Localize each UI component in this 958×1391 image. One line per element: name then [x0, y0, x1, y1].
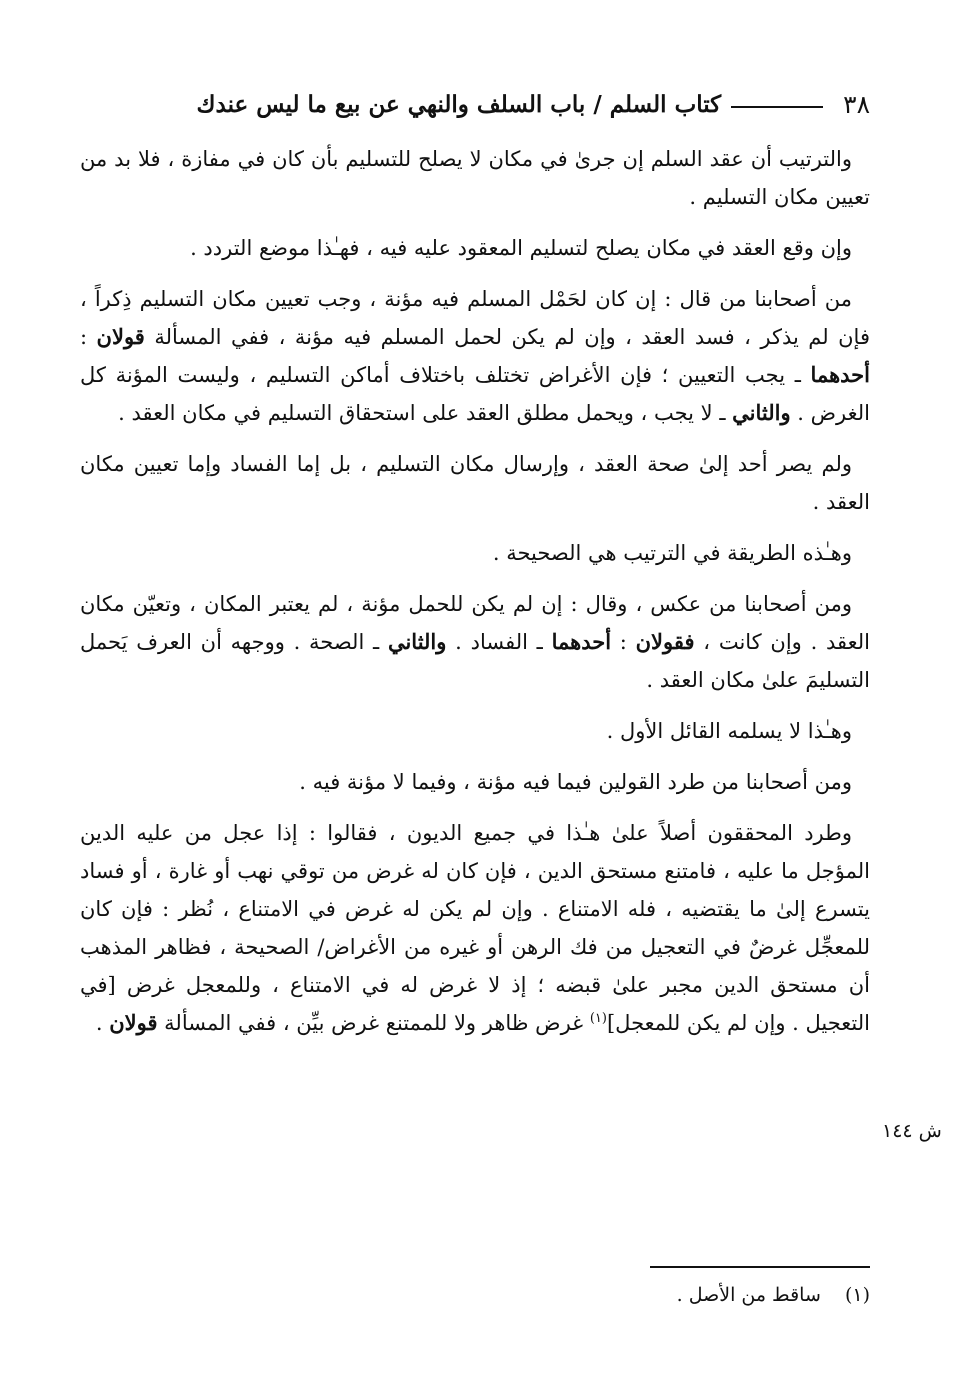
footnote [677, 1284, 870, 1306]
paragraph-8: ومن أصحابنا من طرد القولين فيما فيه مؤنة ، وفيما لا مؤنة فيه . [299, 770, 852, 794]
bold-term: والثاني [387, 629, 447, 654]
bold-term: قولان [109, 1010, 158, 1035]
bold-term: أحدهما [551, 629, 612, 654]
bold-term: والثاني [732, 400, 791, 425]
paragraph-2: وإن وقع العقد في مكان يصلح لتسليم المعقود عليه فيه ، فهـٰذا موضع التردد . [190, 236, 852, 260]
text-run: : [80, 325, 97, 349]
footnote-marker: (١) [589, 1011, 607, 1026]
text-run: : [611, 630, 636, 654]
paragraph-6 [80, 585, 870, 699]
text-run: . [95, 1011, 110, 1035]
running-title: كتاب السلم / باب السلف والنهي عن بيع ما ليس عندك [196, 90, 722, 118]
text-run: وطرد المحققون أصلاً علىٰ هـٰذا في جميع الديون ، فقالوا : إذا عجل من عليه الدين المؤجل ما عليه ، فامتنع مستحق الدين ، فإن كان له غرض من توقي نهب أو غارة ، أو فساد يتسرع إلىٰ ما يقتضيه ، فله الامتناع . وإن لم يكن له غرض في الامتناع ، نُظر : فإن كان للمعجِّل غرضٌ في التعجيل من فك الرهن أو غيره من الأغراض/ الصحيحة ، فظاهر المذهب أن مستحق الدين مجبر علىٰ قبضه ؛ إذ لا غرض له في الامتناع ، وللمعجل غرض [في التعجيل . وإن لم يكن للمعجل] [80, 821, 870, 1035]
paragraph-1: والترتيب أن عقد السلم إن جرىٰ في مكان لا يصلح للتسليم بأن كان في مفازة ، فلا بد من تعيين مكان التسليم . [80, 147, 870, 209]
bold-term: أحدهما [810, 362, 870, 387]
footnote-divider [650, 1266, 870, 1268]
page-number: ٣٨ [843, 89, 870, 119]
text-run: من أصحابنا من قال : إن كان لحَمْل المسلم فيه مؤنة ، وجب تعيين مكان التسليم ذِكراً ، فإن لم يذكر ، فسد العقد ، وإن لم يكن لحمل المسلم فيه مؤنة ، ففي المسألة [80, 287, 870, 349]
paragraph-4: ولم يصر أحد إلىٰ صحة العقد ، وإرسال مكان التسليم ، بل إما الفساد وإما تعيين مكان العقد . [80, 452, 870, 514]
paragraph-7: وهـٰذا لا يسلمه القائل الأول . [606, 719, 852, 743]
paragraph-9 [80, 814, 870, 1042]
bold-term: فقولان [635, 629, 695, 654]
footnote-text: ساقط من الأصل . [676, 1284, 821, 1306]
paragraph-3 [80, 280, 870, 432]
bold-term: قولان [96, 324, 145, 349]
text-run: ـ الفساد . [446, 630, 552, 654]
footnote-number: (١) [844, 1284, 870, 1306]
text-run: ـ يجب التعيين ؛ فإن الأغراض تختلف باختلاف أماكن التسليم ، وليست المؤنة كل الغرض . [80, 363, 870, 425]
main-text [80, 140, 870, 1055]
header-dash [731, 106, 823, 108]
manuscript-folio-note: ش ١٤٤ [882, 1120, 942, 1142]
running-header [80, 84, 870, 124]
paragraph-5: وهـٰذه الطريقة في الترتيب هي الصحيحة . [492, 541, 852, 565]
text-run: ومن أصحابنا من عكس ، وقال : إن لم يكن للحمل مؤنة ، لم يعتبر المكان ، وتعيّن مكان العقد . وإن كانت ، [80, 592, 871, 654]
text-run: ـ الصحة . ووجهه أن العرف يَحمل التسليمَ علىٰ مكان العقد . [80, 630, 870, 692]
text-run: ـ لا يجب ، ويحمل مطلق العقد على استحقاق التسليم في مكان العقد . [118, 401, 733, 425]
text-run: غرض ظاهر ولا للممتنع غرض بيِّن ، ففي المسألة [157, 1011, 590, 1035]
